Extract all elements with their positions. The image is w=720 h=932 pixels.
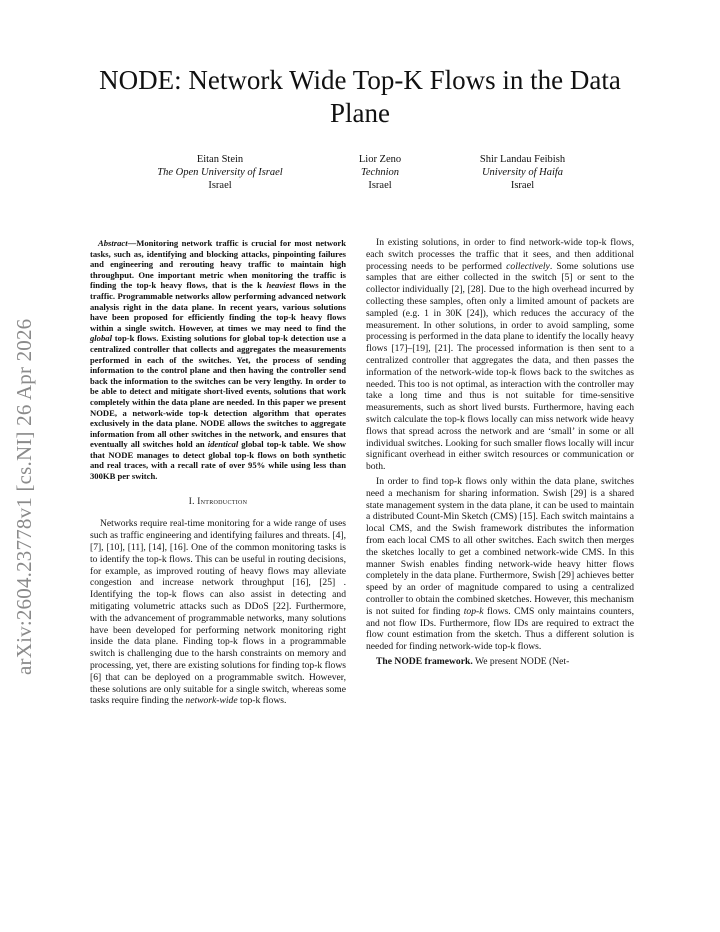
author-affiliation: University of Haifa — [481, 167, 564, 178]
author-country: Israel — [510, 180, 535, 191]
author-name: Eitan Stein — [196, 154, 244, 165]
author-affiliation: Technion — [360, 167, 400, 178]
author-block-2 — [335, 153, 425, 192]
body-paragraph: In order to find top-k flows only within the data plane, switches need a mechanism for sharing information. Swish [29] is a shared state management system in the data plane, it can be used to maintain a distributed Count-Min Sketch (CMS) [15]. Each switch maintains a local CMS, and the Swish framework distributes the information from each local CMS to all other switches. Each switch then merges the sketches locally to get a combined network-wide CMS. In this manner Swish enables finding network-wide heavy hitter flows completely in the data plane. Furthermore, Swish [29] achieves better speed by an order of magnitude compared to using a centralized controller to obtain the combined sketches. However, this mechanism is not suited for finding top-k flows. CMS only maintains counters, and not flow IDs. Furthermore, flow IDs are required to extract the flow count estimation from the sketch. Thus a different solution is needed for finding network-wide top-k flows. — [366, 475, 635, 653]
left-column — [90, 238, 346, 707]
abstract: Abstract—Monitoring network traffic is crucial for most network tasks, such as, identifying and blocking attacks, pinpointing failures and engineering and rerouting heavy traffic to maintain high throughput. One important metric when monitoring the traffic is finding the top-k heavy flows, that is the k heaviest flows in the traffic. Programmable networks allow performing advanced network analysis right in the data plane. In recent years, various solutions have been proposed for efficiently finding the top-k heavy flows within a single switch. However, at times we may need to find the global top-k flows. Existing solutions for global top-k detection use a centralized controller that collects and aggregates the measurements performed in each of the switches. Yet, the process of sending information to the control plane and then having the controller send back the information to the switches can be very lengthy. In order to be able to detect and mitigate short-lived events, solutions that work completely within the data plane are needed. In this paper we present NODE, a network-wide top-k detection algorithm that operates exclusively in the data plane. NODE allows the switches to aggregate information from all other switches in the network, and ensures that eventually all switches hold an identical global top-k table. We show that NODE manages to detect global top-k flows on both synthetic and real traces, with a recall rate of over 95% while using less than 300KB per switch. — [90, 238, 347, 482]
section-heading-introduction: I. Introduction — [188, 495, 248, 506]
author-affiliation: The Open University of Israel — [157, 167, 283, 178]
body-paragraph-node-framework: The NODE framework. We present NODE (Net- — [376, 655, 570, 667]
body-paragraph: In existing solutions, in order to find network-wide top-k flows, each switch processes the traffic that it sees, and then additional processing needs to be performed collectively. Some solutions use samples that are either collected in the switch [5] or sent to the collector individually [2], [28]. Due to the high overhead incurred by collecting these samples, often only a limited amount of packets are sampled (e.g. 1 in 30K [24]), which reduces the accuracy of the measurement. In other solutions, in order to avoid sampling, some processing is performed in the data plane to identify the locally heavy flows [17]–[19], [21]. The processed information is then sent to a centralized controller that aggregates the data, and then passes the information of the network-wide top-k flows back to the switches as needed. This too is not optimal, as interaction with the controller may take a long time and thus is not suitable for time-sensitive measurements, such as short lived bursts. Furthermore, having each switch calculate the top-k flows locally can miss network wide heavy flows that spread across the network and are ‘small’ in some or all individual switches. Looking for such smaller flows locally will incur significant overhead in either switch resources or communication or both. — [366, 237, 634, 473]
author-country: Israel — [368, 180, 392, 191]
paragraph-run-in-heading: The NODE framework. — [376, 655, 473, 667]
author-name: Lior Zeno — [358, 154, 402, 165]
abstract-label: Abstract — [98, 238, 128, 248]
author-block-1 — [140, 153, 300, 192]
paper-title: NODE: Network Wide Top-K Flows in the Data Plane — [99, 65, 621, 128]
author-block-3 — [455, 153, 590, 192]
intro-paragraph: Networks require real-time monitoring for a wide range of uses such as traffic engineering and identifying failures and threats. [4], [7], [10], [11], [14], [16]. One of the common monitoring tasks is to identify the top-k flows. This can be useful in routing decisions, for example, as improved routing of heavy flows may alleviate congestion and increase network throughput [16], [25] . Identifying the top-k flows can also assist in detecting and mitigating volumetric attacks such as DDoS [22]. Furthermore, with the advancement of programmable networks, many solutions have been developed for performing network monitoring right inside the data plane. Finding top-k flows in a programmable switch is challenging due to the harsh constraints on memory and processing, yet, there are existing solutions for finding top-k flows [6] that can be deployed on a programmable switch. However, these solutions are only suitable for a single switch, whereas some tasks require finding the network-wide top-k flows. — [90, 518, 346, 707]
author-country: Israel — [208, 180, 232, 191]
arxiv-identifier: arXiv:2604.23778v1 [cs.NI] 26 Apr 2026 — [12, 318, 36, 675]
abstract-text: Monitoring network traffic is crucial for most network tasks, such as, identifying and blocking attacks, pinpointing failures and engineering and rerouting heavy traffic to maintain high throughput. One important metric when monitoring the traffic is finding the top-k heavy flows, that is the k — [90, 238, 346, 291]
author-name: Shir Landau Feibish — [479, 154, 566, 165]
right-column — [366, 237, 634, 668]
